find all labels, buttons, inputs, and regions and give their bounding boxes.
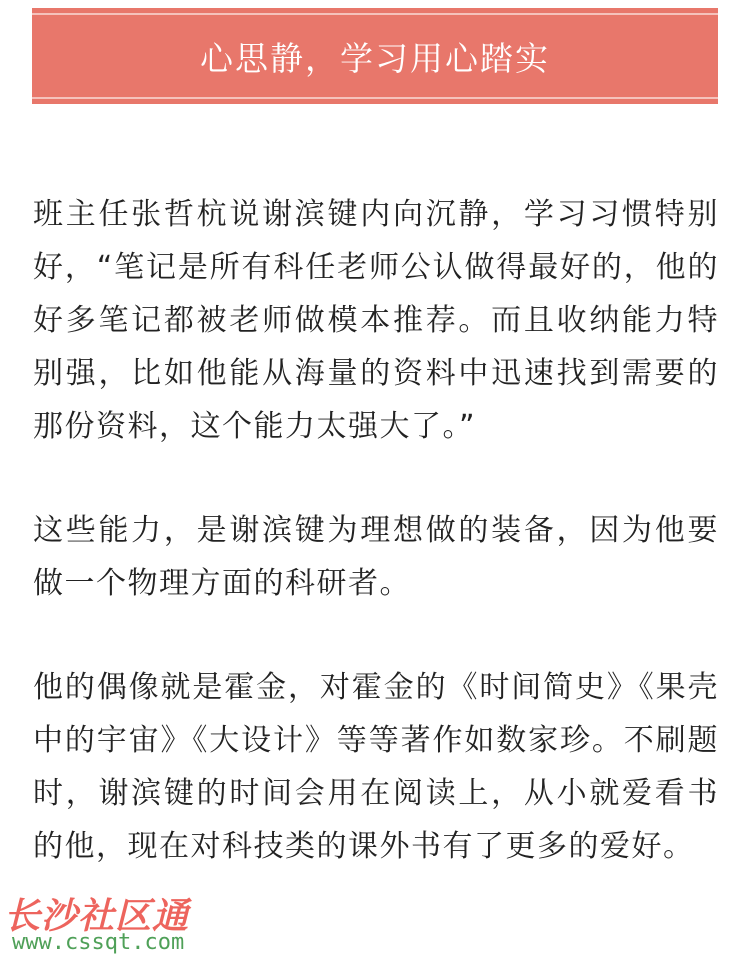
paragraph-ideal: 这些能力，是谢滨键为理想做的装备，因为他要做一个物理方面的科研者。: [33, 513, 719, 601]
paragraph-idol: 他的偶像就是霍金，对霍金的《时间简史》《果壳中的宇宙》《大设计》等等著作如数家珍。不刷题时，谢滨键的时间会用在阅读上，从小就爱看书的他，现在对科技类的课外书有了更多的爱好。: [33, 670, 719, 864]
paragraph-teacher-quote: 班主任张哲杭说谢滨键内向沉静，学习习惯特别好，“笔记是所有科任老师公认做得最好的，他的好多笔记都被老师做模本推荐。而且收纳能力特别强，比如他能从海量的资料中迅速找到需要的那份资料，这个能力太强大了。”: [33, 197, 719, 444]
watermark-logo: 长沙社区通: [4, 895, 190, 937]
watermark-url: www.cssqt.com: [12, 930, 185, 955]
banner-bottom-rule: [32, 97, 718, 99]
section-banner: [32, 8, 718, 104]
article-body: [33, 188, 719, 924]
section-title: 心思静，学习用心踏实: [200, 38, 550, 78]
